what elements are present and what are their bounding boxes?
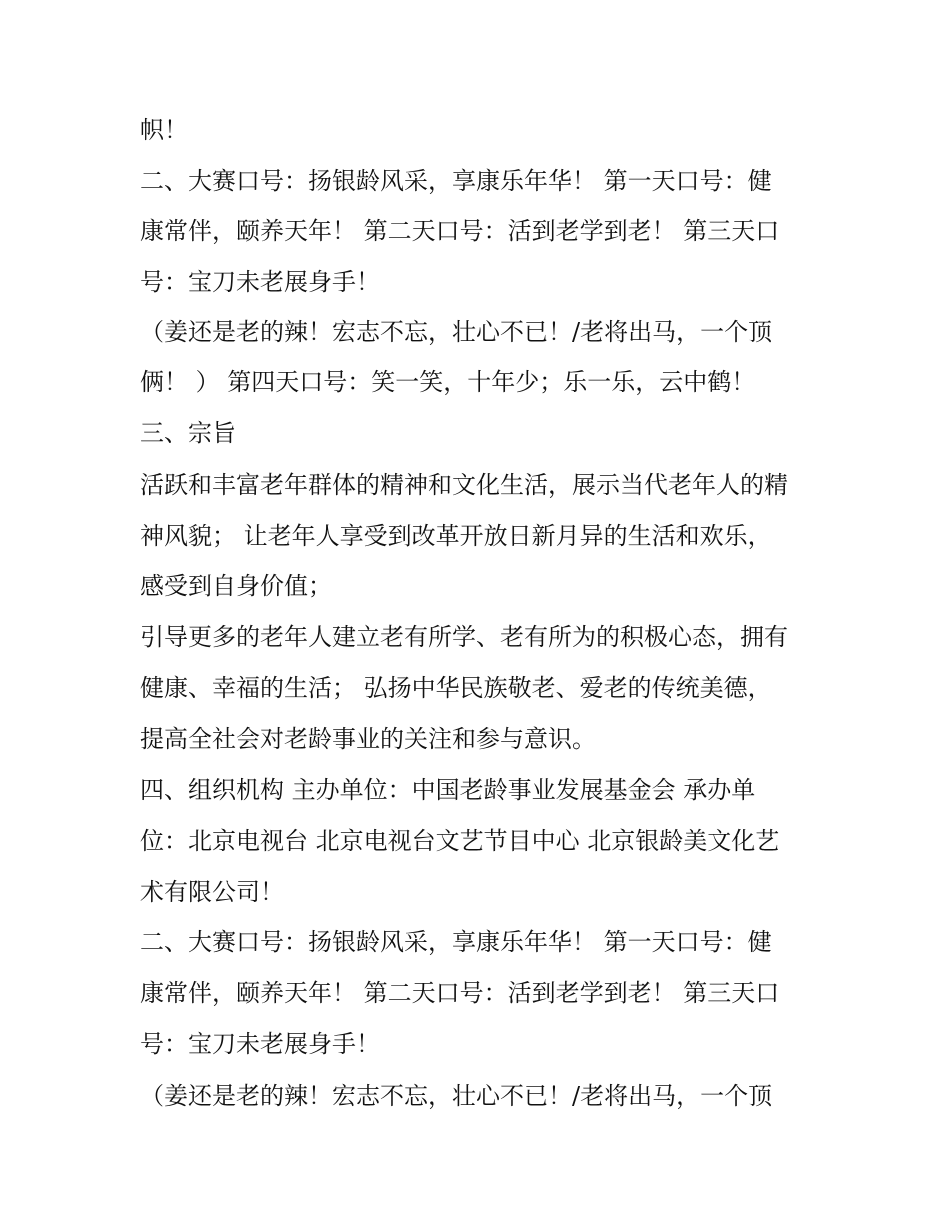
text-line: 感受到自身价值； (140, 572, 332, 600)
text-line: 引导更多的老年人建立老有所学、老有所为的积极心态，拥有 (140, 623, 788, 651)
text-line: 俩！ ） 第四天口号：笑一笑，十年少；乐一乐，云中鹤！ (140, 368, 756, 396)
text-line: 四、组织机构 主办单位：中国老龄事业发展基金会 承办单 (140, 776, 756, 804)
text-line: 术有限公司！ (140, 878, 284, 906)
section-heading: 三、宗旨 (140, 419, 236, 447)
text-line: 康常伴，颐养天年！ 第二天口号：活到老学到老！ 第三天口 (140, 979, 780, 1007)
text-line: 帜！ (140, 116, 188, 144)
text-line: 位：北京电视台 北京电视台文艺节目中心 北京银龄美文化艺 (140, 827, 780, 855)
text-line: 二、大赛口号：扬银龄风采，享康乐年华！ 第一天口号：健 (140, 928, 772, 956)
text-line: 活跃和丰富老年群体的精神和文化生活，展示当代老年人的精 (140, 471, 788, 499)
text-line: （姜还是老的辣！宏志不忘，壮心不已！/老将出马，一个顶 (140, 318, 773, 346)
text-line: 号：宝刀未老展身手！ (140, 1030, 380, 1058)
text-line: 号：宝刀未老展身手！ (140, 268, 380, 296)
text-line: 二、大赛口号：扬银龄风采，享康乐年华！ 第一天口号：健 (140, 167, 772, 195)
text-line: 康常伴，颐养天年！ 第二天口号：活到老学到老！ 第三天口 (140, 217, 780, 245)
text-line: （姜还是老的辣！宏志不忘，壮心不已！/老将出马，一个顶 (140, 1082, 773, 1110)
text-line: 提高全社会对老龄事业的关注和参与意识。 (140, 725, 596, 753)
text-line: 神风貌； 让老年人享受到改革开放日新月异的生活和欢乐， (140, 522, 772, 550)
text-line: 健康、幸福的生活； 弘扬中华民族敬老、爱老的传统美德， (140, 674, 772, 702)
